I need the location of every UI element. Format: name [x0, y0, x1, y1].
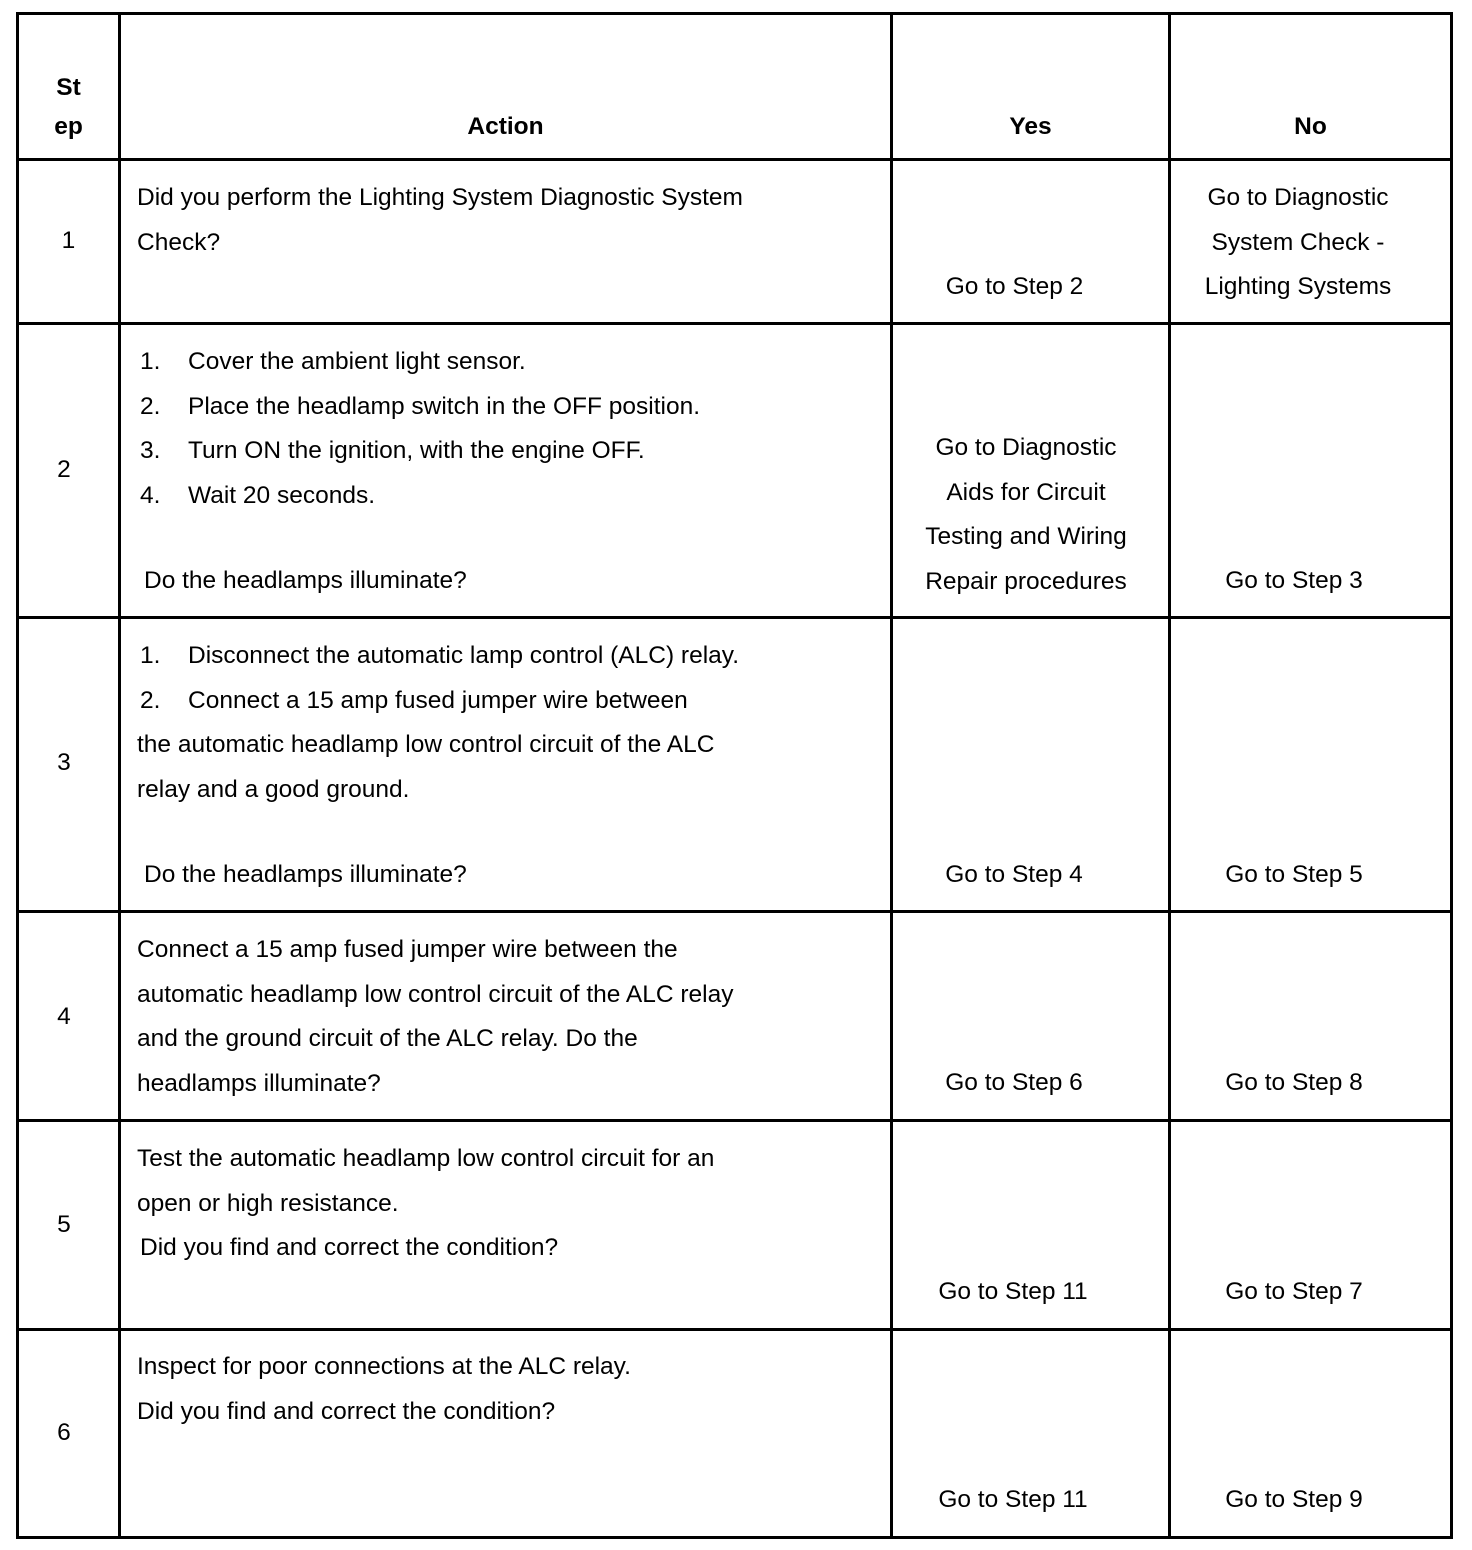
- action-line: Connect a 15 amp fused jumper wire between the: [137, 936, 678, 963]
- grid-line: [118, 12, 121, 1539]
- yes-result: Go to Step 2: [945, 273, 1084, 300]
- no-line: System Check -: [1211, 228, 1385, 256]
- list-text: Connect a 15 amp fused jumper wire between: [188, 686, 688, 714]
- yes-result: Go to Step 11: [938, 1278, 1088, 1305]
- action-list: [140, 340, 700, 518]
- no-result: Go to Step 8: [1225, 1069, 1363, 1096]
- header-step: [19, 68, 118, 146]
- grid-line: [16, 910, 1453, 913]
- header-step-line1: St: [56, 74, 81, 101]
- grid-line: [16, 1536, 1453, 1539]
- grid-line: [16, 12, 1453, 15]
- step-number: 4: [57, 1003, 71, 1030]
- action-continuation: [137, 723, 714, 812]
- no-result: Go to Step 7: [1225, 1278, 1363, 1305]
- list-item: [140, 679, 739, 724]
- list-item: [140, 340, 700, 385]
- list-num: 4.: [140, 481, 161, 509]
- no-result: Go to Step 9: [1225, 1486, 1363, 1513]
- list-text: Disconnect the automatic lamp control (ALC) relay.: [188, 642, 740, 669]
- step-number: 5: [57, 1211, 71, 1238]
- step-number: 3: [57, 749, 71, 776]
- question-text: Did you find and correct the condition?: [140, 1234, 559, 1261]
- no-line: Go to Diagnostic: [1207, 184, 1389, 211]
- list-item: [140, 634, 739, 679]
- action-line: open or high resistance.: [137, 1189, 399, 1217]
- list-num: 2.: [140, 392, 161, 420]
- action-line: the automatic headlamp low control circuit of the ALC: [137, 731, 715, 758]
- list-item: [140, 385, 700, 430]
- grid-line: [16, 1119, 1453, 1122]
- grid-line: [16, 322, 1453, 325]
- no-result: Go to Step 3: [1225, 567, 1363, 594]
- action-line: automatic headlamp low control circuit of the ALC relay: [137, 980, 734, 1008]
- action-line: and the ground circuit of the ALC relay. Do the: [137, 1025, 638, 1052]
- grid-line: [16, 1328, 1453, 1331]
- yes-result: Go to Step 6: [945, 1069, 1083, 1096]
- action-line: Did you find and correct the condition?: [137, 1397, 556, 1425]
- yes-result: Go to Step 4: [945, 861, 1083, 888]
- action-text: [137, 176, 743, 265]
- question-text: Do the headlamps illuminate?: [144, 567, 467, 594]
- header-no: No: [1294, 113, 1327, 140]
- yes-result: [893, 426, 1159, 604]
- yes-line: Testing and Wiring: [925, 523, 1127, 550]
- diagnostic-table: [16, 12, 1453, 1539]
- header-action: Action: [467, 113, 544, 140]
- header-yes: Yes: [1009, 113, 1052, 140]
- grid-line: [1450, 12, 1453, 1539]
- list-num: 1.: [140, 348, 161, 375]
- list-text: Place the headlamp switch in the OFF position.: [188, 392, 701, 420]
- action-line: headlamps illuminate?: [137, 1069, 381, 1097]
- list-num: 2.: [140, 686, 161, 714]
- yes-line: Repair procedures: [925, 567, 1127, 595]
- action-text: [137, 928, 733, 1106]
- list-item: [140, 429, 700, 474]
- header-step-line2: ep: [54, 113, 83, 140]
- yes-result: Go to Step 11: [938, 1486, 1088, 1513]
- no-line: Lighting Systems: [1204, 273, 1392, 300]
- grid-line: [16, 158, 1453, 161]
- yes-line: Go to Diagnostic: [935, 434, 1117, 461]
- list-text: Cover the ambient light sensor.: [188, 348, 526, 375]
- list-item: [140, 474, 700, 519]
- action-line: Test the automatic headlamp low control circuit for an: [137, 1145, 715, 1172]
- no-result: [1171, 176, 1425, 310]
- action-text: [137, 1137, 714, 1226]
- action-line: relay and a good ground.: [137, 775, 410, 803]
- action-line: Inspect for poor connections at the ALC relay.: [137, 1353, 631, 1380]
- action-text: [137, 1345, 631, 1434]
- action-line: Did you perform the Lighting System Diagnostic System: [137, 184, 743, 211]
- no-result: Go to Step 5: [1225, 861, 1363, 888]
- step-number: 6: [57, 1419, 71, 1446]
- action-line: Check?: [137, 228, 221, 256]
- yes-line: Aids for Circuit: [946, 478, 1106, 506]
- list-num: 3.: [140, 437, 161, 464]
- list-num: 1.: [140, 642, 161, 669]
- step-number: 1: [61, 227, 76, 254]
- action-list: [140, 634, 739, 723]
- question-text: Do the headlamps illuminate?: [144, 861, 467, 888]
- list-text: Turn ON the ignition, with the engine OFF.: [188, 437, 645, 464]
- grid-line: [16, 616, 1453, 619]
- step-number: 2: [57, 456, 71, 483]
- list-text: Wait 20 seconds.: [188, 481, 376, 509]
